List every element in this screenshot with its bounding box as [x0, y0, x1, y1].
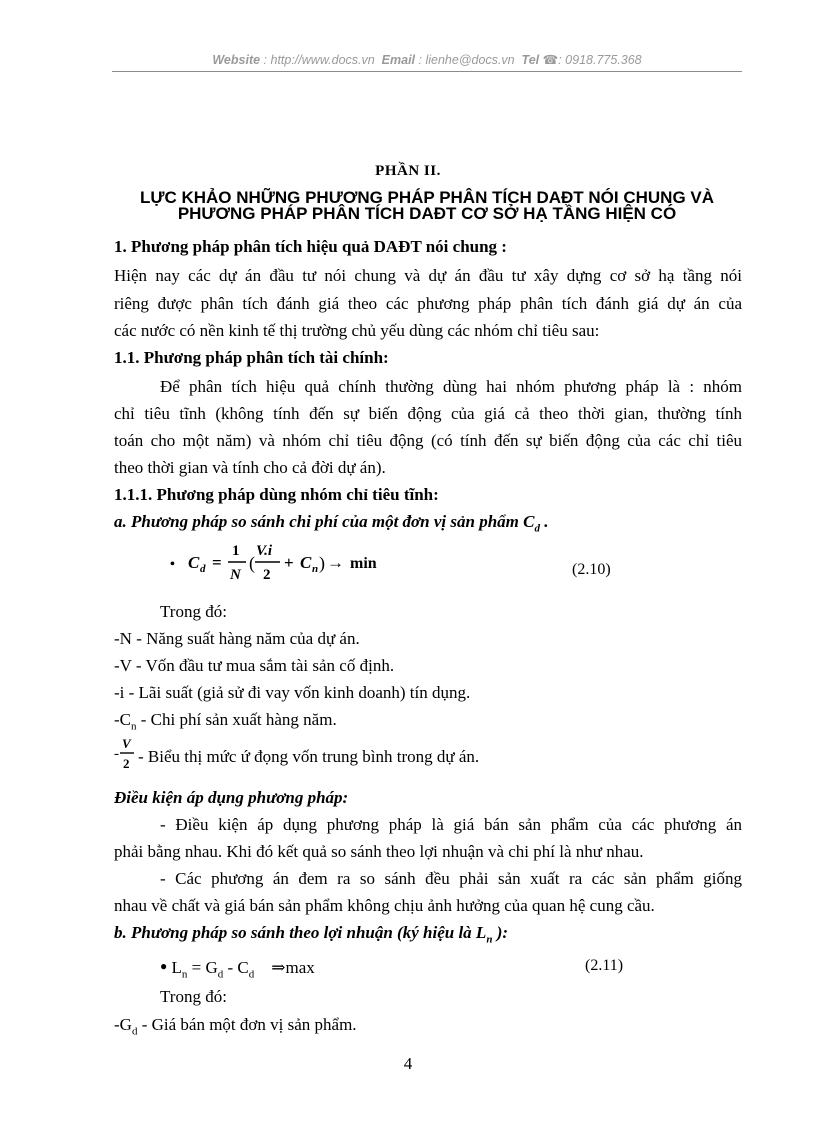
- trong-do-label: Trong đó:: [160, 602, 227, 621]
- definition-line: -V - Vốn đầu tư mua sắm tài sản cố định.: [114, 656, 395, 675]
- implies-arrow-icon: ⇒: [271, 958, 286, 977]
- definition-line: $-C_n$ - Chi phí sản xuất hàng năm.: [114, 710, 337, 733]
- header-rule: [112, 71, 742, 72]
- equation-number: (2.10): [572, 561, 611, 578]
- definition-line: - Biểu thị mức ứ đọng vốn trung bình trong dự án.: [138, 747, 480, 766]
- paragraph-line: theo thời gian và tính cho cả đời dự án).: [114, 458, 386, 477]
- phone-icon: ☎: [542, 53, 559, 67]
- svg-text:C: C: [188, 553, 200, 572]
- svg-text:n: n: [312, 563, 319, 575]
- bullet-icon: ●: [160, 959, 168, 973]
- definition-line: $-G_d$ - Giá bán một đơn vị sản phẩm.: [114, 1015, 357, 1038]
- paragraph-line: toán cho một năm) và nhóm chỉ tiêu động (có tính đến sự biến động của các chỉ tiêu: [114, 431, 742, 450]
- part-subtitle-line-2: PHƯƠNG PHÁP PHÂN TÍCH DAĐT CƠ SỞ HẠ TẦNG HIỆN CÓ: [177, 204, 677, 223]
- svg-text:min: min: [350, 555, 377, 572]
- svg-text:-: -: [114, 746, 119, 762]
- paragraph-line: Hiện nay các dự án đầu tư nói chung và dự án đầu tư xây dựng cơ sở hạ tầng nói: [114, 266, 742, 285]
- svg-text:V.i: V.i: [256, 543, 272, 559]
- svg-text:): ): [319, 553, 325, 573]
- v-over-2-fraction: [114, 734, 134, 774]
- paragraph-line: Để phân tích hiệu quả chính thường dùng hai nhóm phương pháp là : nhóm: [160, 377, 742, 396]
- svg-text:C: C: [300, 553, 312, 572]
- page-number: 4: [403, 1054, 413, 1073]
- svg-text:1: 1: [232, 543, 240, 559]
- definition-line: -N - Năng suất hàng năm của dự án.: [114, 629, 360, 648]
- website-value: : http://www.docs.vn: [263, 53, 375, 67]
- tel-value: : 0918.775.368: [558, 53, 642, 67]
- email-value: : lienhe@docs.vn: [418, 53, 515, 67]
- formula-2-10: [170, 536, 410, 586]
- tel-label: Tel: [521, 53, 540, 67]
- part-title: PHẦN II.: [375, 163, 441, 179]
- equation-number: (2.11): [585, 957, 624, 974]
- subsection-b-heading: b. Phương pháp so sánh theo lợi nhuận (ký hiệu là $L_n$ ):: [114, 923, 509, 946]
- svg-text:d: d: [200, 563, 206, 575]
- svg-text:•: •: [170, 557, 175, 572]
- section-1-heading: 1. Phương pháp phân tích hiệu quả DAĐT nói chung :: [114, 237, 507, 256]
- paragraph-line: chỉ tiêu tĩnh (không tính đến sự biến động của giá cả theo thời gian, thường tính: [114, 404, 742, 423]
- paragraph-line: các nước có nền kinh tế thị trường chủ yếu dùng các nhóm chỉ tiêu sau:: [114, 321, 600, 340]
- svg-text:V: V: [122, 736, 131, 751]
- svg-text:→: →: [327, 553, 344, 572]
- svg-text:2: 2: [263, 567, 271, 583]
- conditions-heading: Điều kiện áp dụng phương pháp:: [114, 788, 349, 807]
- section-1-1-1-heading: 1.1.1. Phương pháp dùng nhóm chỉ tiêu tĩnh:: [114, 485, 439, 504]
- trong-do-label: Trong đó:: [160, 987, 227, 1006]
- svg-text:N: N: [230, 567, 241, 583]
- paragraph-line: - Các phương án đem ra so sánh đều phải sản xuất ra các sản phẩm giống: [160, 869, 742, 888]
- paragraph-line: - Điều kiện áp dụng phương pháp là giá bán sản phẩm của các phương án: [160, 815, 742, 834]
- subsection-a-heading: a. Phương pháp so sánh chi phí của một đơn vị sản phẩm $C_d$ .: [114, 512, 549, 535]
- email-label: Email: [381, 53, 416, 67]
- paragraph-line: riêng được phân tích đánh giá theo các phương pháp phân tích đánh giá dự án của: [114, 294, 742, 313]
- paragraph-line: phải bằng nhau. Khi đó kết quả so sánh theo lợi nhuận và chi phí là như nhau.: [114, 842, 644, 861]
- svg-text:(: (: [249, 553, 255, 573]
- formula-2-11: ● $L_n = G_d - C_d$ ⇒max: [160, 958, 315, 981]
- paragraph-line: nhau về chất và giá bán sản phẩm không chịu ảnh hưởng của quan hệ cung cầu.: [114, 896, 655, 915]
- part-subtitle-line-1: LỰC KHẢO NHỮNG PHƯƠNG PHÁP PHÂN TÍCH DAĐT NÓI CHUNG VÀ: [139, 188, 715, 207]
- svg-text:2: 2: [123, 756, 130, 771]
- page-header: [112, 52, 742, 67]
- svg-text:+: +: [284, 553, 294, 572]
- svg-text:=: =: [212, 553, 222, 572]
- definition-line: -i - Lãi suất (giả sử đi vay vốn kinh doanh) tín dụng.: [114, 683, 471, 702]
- website-label: Website: [212, 53, 261, 67]
- section-1-1-heading: 1.1. Phương pháp phân tích tài chính:: [114, 348, 389, 367]
